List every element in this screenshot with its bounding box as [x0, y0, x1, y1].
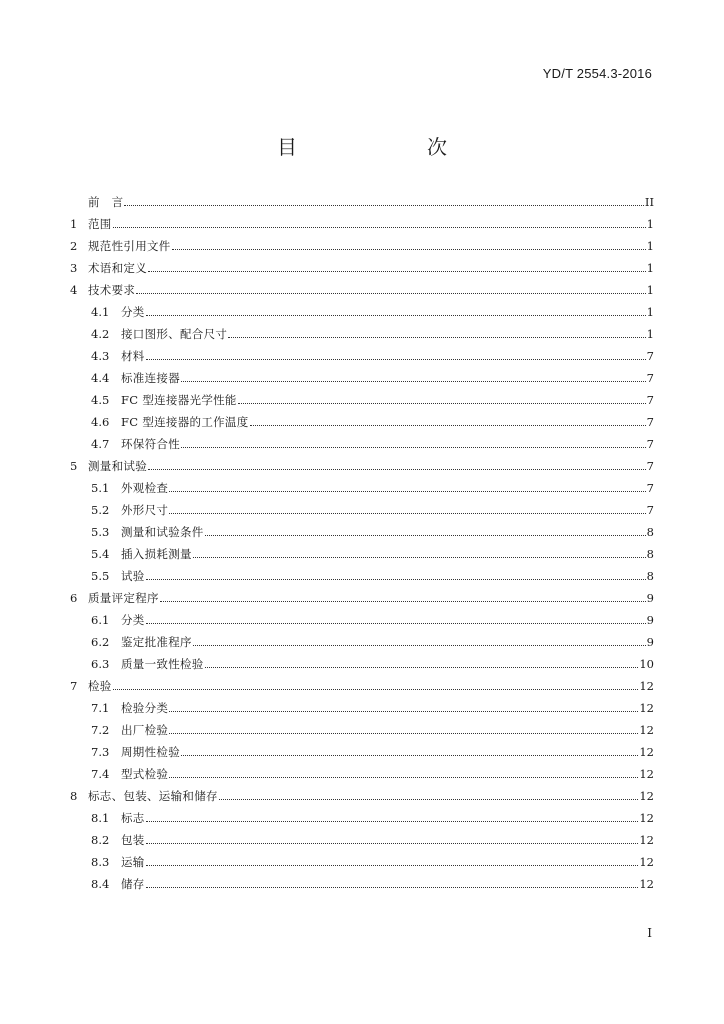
toc-entry-number: 6.2 — [91, 635, 110, 649]
toc-entry-page: 12 — [639, 811, 654, 825]
toc-entry-page: 8 — [646, 547, 654, 561]
toc-entry[interactable] — [70, 213, 654, 235]
dot-leader — [181, 438, 646, 448]
toc-entry-label: 技术要求 — [88, 283, 136, 297]
toc-entry-page: 7 — [646, 393, 654, 407]
toc-entry-label: 前 言 — [88, 195, 124, 209]
toc-entry-page: 12 — [639, 701, 654, 715]
toc-entry-number: 8 — [70, 789, 78, 803]
toc-entry[interactable] — [70, 653, 654, 675]
toc-entry-page: 12 — [639, 789, 654, 803]
toc-entry-page: 12 — [639, 877, 654, 891]
toc-entry-page: 7 — [646, 481, 654, 495]
toc-entry-page: 1 — [646, 261, 654, 275]
toc-entry-page: 12 — [639, 679, 654, 693]
toc-entry-number: 5.3 — [91, 525, 110, 539]
toc-entry-label: 标志、包装、运输和储存 — [88, 789, 218, 803]
table-of-contents — [70, 191, 654, 895]
toc-entry[interactable] — [70, 609, 654, 631]
toc-entry[interactable] — [70, 191, 654, 213]
dot-leader — [148, 460, 646, 470]
toc-entry[interactable] — [70, 389, 654, 411]
dot-leader — [205, 658, 639, 668]
toc-entry[interactable] — [70, 455, 654, 477]
toc-entry-label: 外形尺寸 — [121, 503, 169, 517]
dot-leader — [146, 570, 646, 580]
toc-entry-page: 8 — [646, 525, 654, 539]
toc-entry-label: 检验分类 — [121, 701, 169, 715]
toc-entry-label: 插入损耗测量 — [121, 547, 192, 561]
toc-entry-label: 术语和定义 — [88, 261, 147, 275]
toc-entry-label: 检验 — [88, 679, 112, 693]
toc-entry[interactable] — [70, 587, 654, 609]
dot-leader — [146, 834, 639, 844]
toc-entry[interactable] — [70, 719, 654, 741]
toc-entry[interactable] — [70, 675, 654, 697]
toc-entry-number: 7.1 — [91, 701, 110, 715]
dot-leader — [193, 636, 646, 646]
toc-entry-page: 7 — [646, 415, 654, 429]
toc-entry-number: 7.3 — [91, 745, 110, 759]
toc-entry-number: 8.1 — [91, 811, 110, 825]
page-folio: I — [647, 926, 652, 940]
toc-entry[interactable] — [70, 345, 654, 367]
toc-entry[interactable] — [70, 763, 654, 785]
toc-entry-page: 1 — [646, 217, 654, 231]
toc-entry-number: 7.4 — [91, 767, 110, 781]
dot-leader — [219, 790, 639, 800]
dot-leader — [146, 812, 639, 822]
toc-entry-page: 9 — [646, 613, 654, 627]
toc-entry-label: 规范性引用文件 — [88, 239, 171, 253]
dot-leader — [181, 372, 646, 382]
toc-entry[interactable] — [70, 235, 654, 257]
toc-entry-page: 7 — [646, 371, 654, 385]
toc-entry-page: 1 — [646, 327, 654, 341]
toc-entry-label: 外观检查 — [121, 481, 169, 495]
dot-leader — [146, 350, 646, 360]
dot-leader — [124, 196, 644, 206]
toc-entry[interactable] — [70, 873, 654, 895]
toc-entry-label: 储存 — [121, 877, 145, 891]
toc-entry-page: 1 — [646, 239, 654, 253]
dot-leader — [205, 526, 646, 536]
toc-entry-label: 出厂检验 — [121, 723, 169, 737]
toc-entry-label: 范围 — [88, 217, 112, 231]
dot-leader — [148, 262, 646, 272]
toc-entry-number: 4.2 — [91, 327, 110, 341]
toc-entry-number: 6.1 — [91, 613, 110, 627]
toc-entry-label: 运输 — [121, 855, 145, 869]
toc-entry[interactable] — [70, 807, 654, 829]
toc-entry-number: 1 — [70, 217, 78, 231]
dot-leader — [136, 284, 645, 294]
toc-entry-page: 9 — [646, 591, 654, 605]
dot-leader — [172, 240, 646, 250]
toc-entry-page: 12 — [639, 745, 654, 759]
toc-entry[interactable] — [70, 411, 654, 433]
toc-entry-number: 8.3 — [91, 855, 110, 869]
toc-entry-label: 测量和试验条件 — [121, 525, 204, 539]
toc-entry-label: 型式检验 — [121, 767, 169, 781]
toc-entry-label: 试验 — [121, 569, 145, 583]
toc-entry[interactable] — [70, 851, 654, 873]
toc-entry-page: 7 — [646, 503, 654, 517]
toc-entry-label: 环保符合性 — [121, 437, 180, 451]
toc-entry-number: 7 — [70, 679, 78, 693]
toc-entry[interactable] — [70, 301, 654, 323]
toc-entry-page: 12 — [639, 855, 654, 869]
toc-entry[interactable] — [70, 565, 654, 587]
toc-entry-page: 12 — [639, 723, 654, 737]
toc-entry-label: 质量一致性检验 — [121, 657, 204, 671]
toc-entry-label: 周期性检验 — [121, 745, 180, 759]
toc-entry-label: FC 型连接器光学性能 — [121, 393, 237, 407]
toc-entry-page: 1 — [646, 283, 654, 297]
toc-entry-label: 材料 — [121, 349, 145, 363]
toc-entry-number: 4.5 — [91, 393, 110, 407]
toc-title: 目 次 — [277, 135, 477, 159]
toc-entry-number: 6 — [70, 591, 78, 605]
dot-leader — [169, 724, 638, 734]
toc-entry-number: 3 — [70, 261, 78, 275]
toc-entry-number: 4.6 — [91, 415, 110, 429]
dot-leader — [169, 504, 645, 514]
toc-entry[interactable] — [70, 477, 654, 499]
toc-entry[interactable] — [70, 367, 654, 389]
toc-entry-page: 12 — [639, 833, 654, 847]
dot-leader — [193, 548, 646, 558]
toc-entry[interactable] — [70, 433, 654, 455]
toc-entry[interactable] — [70, 631, 654, 653]
dot-leader — [113, 218, 646, 228]
toc-entry-page: II — [644, 195, 654, 209]
toc-entry-number: 4.3 — [91, 349, 110, 363]
toc-entry-page: 7 — [646, 437, 654, 451]
dot-leader — [146, 306, 646, 316]
toc-entry[interactable] — [70, 279, 654, 301]
dot-leader — [113, 680, 639, 690]
dot-leader — [250, 416, 646, 426]
toc-entry-label: 鉴定批准程序 — [121, 635, 192, 649]
toc-entry[interactable] — [70, 257, 654, 279]
toc-entry-page: 12 — [639, 767, 654, 781]
toc-entry-label: 标准连接器 — [121, 371, 180, 385]
toc-entry-page: 9 — [646, 635, 654, 649]
dot-leader — [169, 768, 638, 778]
toc-entry-number: 8.2 — [91, 833, 110, 847]
toc-entry-label: 包装 — [121, 833, 145, 847]
toc-entry-number: 6.3 — [91, 657, 110, 671]
toc-entry-number: 4.4 — [91, 371, 110, 385]
toc-entry[interactable] — [70, 829, 654, 851]
dot-leader — [169, 482, 645, 492]
toc-entry-number: 8.4 — [91, 877, 110, 891]
standard-number: YD/T 2554.3-2016 — [542, 66, 652, 81]
toc-entry[interactable] — [70, 323, 654, 345]
toc-entry-number: 5.1 — [91, 481, 110, 495]
toc-entry-page: 10 — [639, 657, 654, 671]
toc-entry-label: 分类 — [121, 613, 145, 627]
dot-leader — [181, 746, 638, 756]
toc-entry[interactable] — [70, 785, 654, 807]
toc-entry-label: FC 型连接器的工作温度 — [121, 415, 249, 429]
dot-leader — [228, 328, 645, 338]
toc-entry-number: 5 — [70, 459, 78, 473]
toc-entry-number: 7.2 — [91, 723, 110, 737]
toc-entry[interactable] — [70, 499, 654, 521]
toc-entry-number: 5.4 — [91, 547, 110, 561]
toc-entry-label: 标志 — [121, 811, 145, 825]
toc-entry-page: 8 — [646, 569, 654, 583]
toc-entry-page: 7 — [646, 349, 654, 363]
toc-entry-label: 接口图形、配合尺寸 — [121, 327, 228, 341]
toc-entry-number: 4 — [70, 283, 78, 297]
toc-entry[interactable] — [70, 741, 654, 763]
toc-entry-number: 2 — [70, 239, 78, 253]
dot-leader — [146, 878, 639, 888]
toc-entry-label: 分类 — [121, 305, 145, 319]
toc-entry-number: 4.7 — [91, 437, 110, 451]
toc-entry-label: 测量和试验 — [88, 459, 147, 473]
toc-entry-number: 5.2 — [91, 503, 110, 517]
dot-leader — [160, 592, 646, 602]
toc-entry[interactable] — [70, 697, 654, 719]
dot-leader — [146, 614, 646, 624]
toc-entry-page: 1 — [646, 305, 654, 319]
toc-entry-number: 5.5 — [91, 569, 110, 583]
toc-entry-page: 7 — [646, 459, 654, 473]
dot-leader — [146, 856, 639, 866]
dot-leader — [238, 394, 646, 404]
toc-entry[interactable] — [70, 543, 654, 565]
toc-entry[interactable] — [70, 521, 654, 543]
toc-entry-number: 4.1 — [91, 305, 110, 319]
dot-leader — [169, 702, 638, 712]
toc-entry-label: 质量评定程序 — [88, 591, 159, 605]
